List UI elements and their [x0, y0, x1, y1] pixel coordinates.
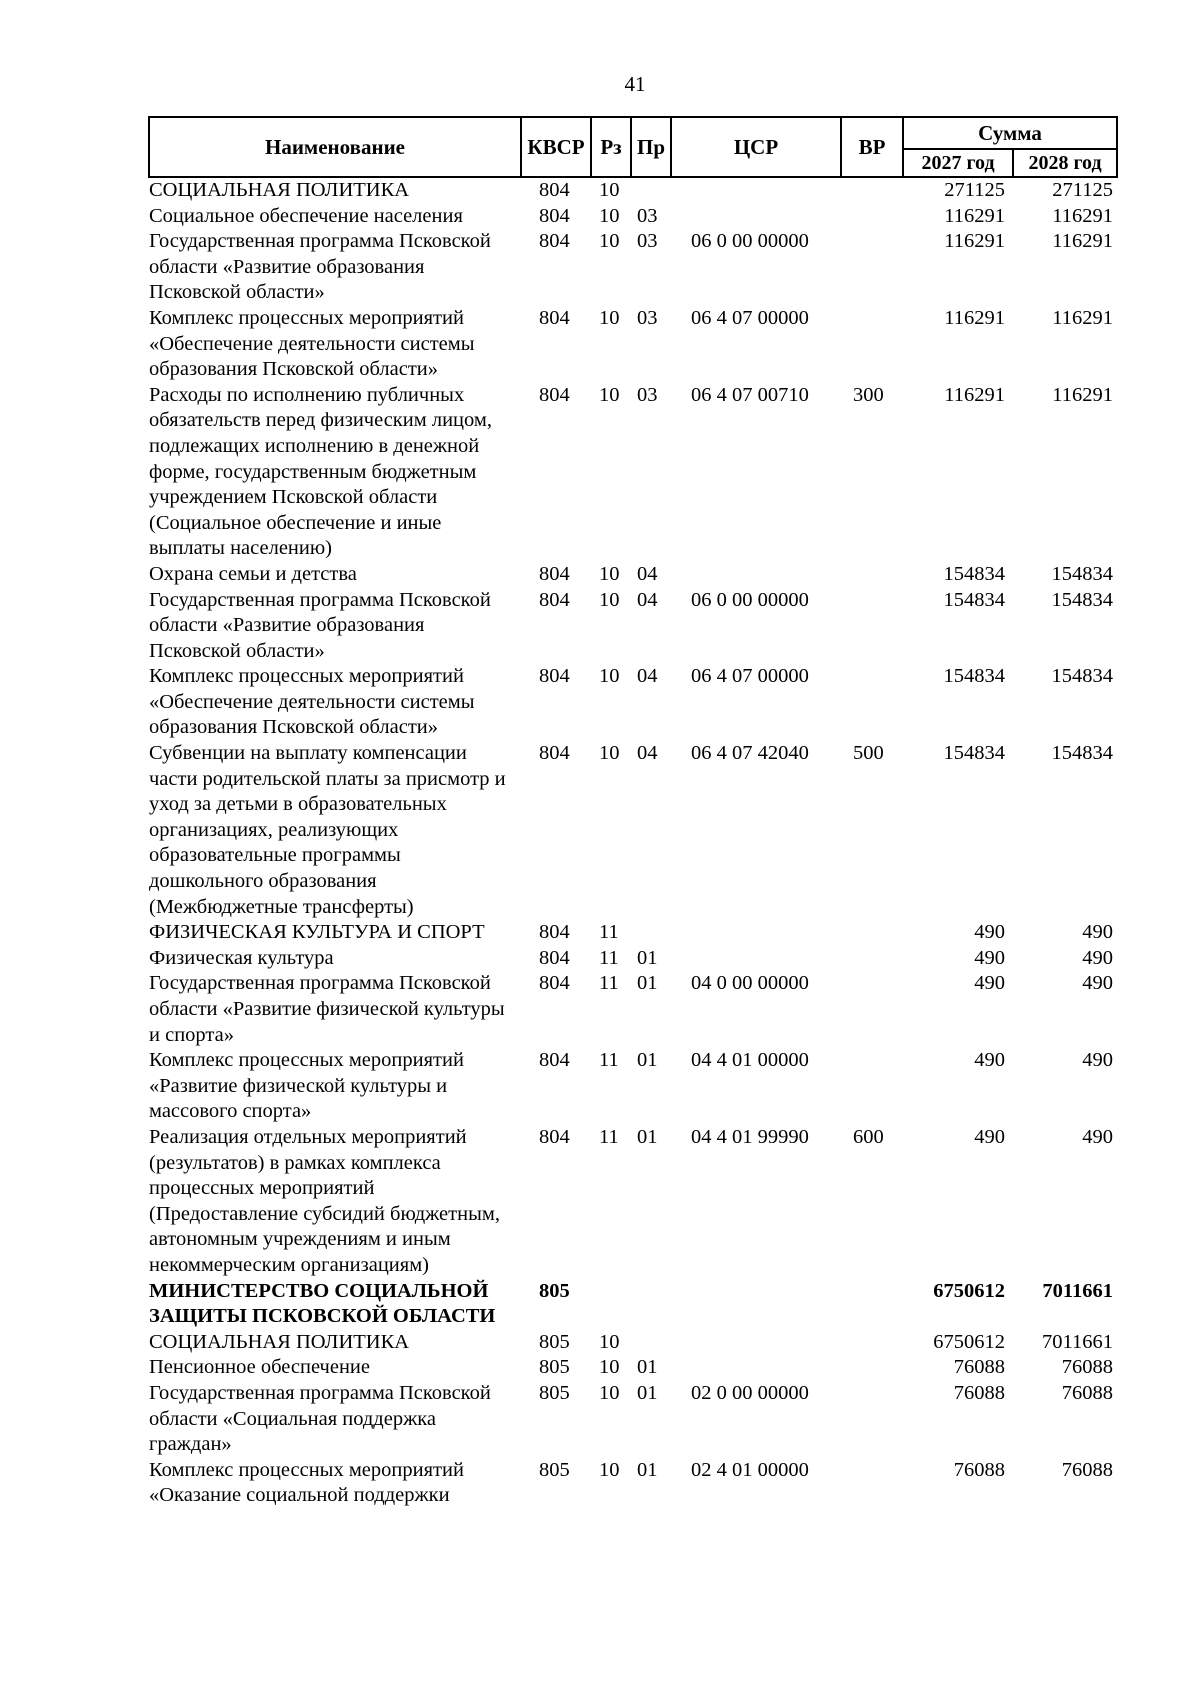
table-row — [149, 971, 1117, 1048]
cell-pr: 04 — [637, 665, 658, 688]
cell-rz: 10 — [599, 179, 620, 201]
table-row — [149, 1279, 1117, 1330]
cell-sum-2027: 154834 — [943, 562, 1005, 585]
cell-rz: 10 — [599, 204, 620, 227]
table-row — [149, 741, 1117, 920]
cell-sum-2028: 76088 — [1061, 1458, 1113, 1481]
cell-name: ФИЗИЧЕСКАЯ КУЛЬТУРА И СПОРТ — [149, 921, 485, 944]
cell-sum-2028: 116291 — [1052, 204, 1113, 227]
cell-pr: 04 — [637, 742, 658, 765]
cell-rz: 10 — [599, 1330, 620, 1353]
table-row — [149, 229, 1117, 306]
cell-vr — [841, 920, 903, 946]
cell-sum-2028: 7011661 — [1042, 1330, 1113, 1353]
cell-name: Государственная программа Псковской области «Развитие образования Псковской области» — [149, 230, 491, 304]
cell-csr: 02 0 00 00000 — [691, 1381, 809, 1404]
cell-vr — [841, 204, 903, 230]
cell-name: Охрана семьи и детства — [149, 562, 357, 585]
cell-rz: 11 — [599, 1125, 619, 1148]
table-row — [149, 204, 1117, 230]
cell-sum-2028: 76088 — [1061, 1356, 1113, 1379]
cell-sum-2027: 116291 — [944, 230, 1005, 253]
table-row — [149, 1355, 1117, 1381]
page-number: 41 — [624, 72, 646, 96]
cell-vr — [841, 1330, 903, 1356]
header-pr: Пр — [631, 117, 671, 177]
cell-kvsr: 804 — [539, 562, 570, 585]
cell-pr: 01 — [637, 1458, 658, 1481]
cell-kvsr: 805 — [539, 1330, 570, 1353]
cell-vr — [841, 177, 903, 204]
cell-sum-2028: 154834 — [1051, 562, 1113, 585]
cell-name: Физическая культура — [149, 946, 334, 969]
cell-vr — [841, 1381, 903, 1458]
table-row — [149, 383, 1117, 562]
cell-sum-2028: 490 — [1082, 921, 1113, 944]
cell-csr: 06 4 07 00710 — [691, 383, 809, 406]
table-row — [149, 1330, 1117, 1356]
cell-pr: 01 — [637, 1356, 658, 1379]
table-row — [149, 1381, 1117, 1458]
cell-rz: 11 — [599, 946, 619, 969]
cell-csr: 06 4 07 42040 — [691, 742, 809, 765]
cell-rz: 10 — [599, 562, 620, 585]
cell-name: СОЦИАЛЬНАЯ ПОЛИТИКА — [149, 1330, 410, 1353]
cell-sum-2027: 154834 — [943, 588, 1005, 611]
cell-vr: 500 — [853, 742, 884, 765]
cell-vr — [841, 306, 903, 383]
cell-name: МИНИСТЕРСТВО СОЦИАЛЬНОЙ ЗАЩИТЫ ПСКОВСКОЙ ОБЛАСТИ — [149, 1279, 496, 1328]
cell-csr: 02 4 01 00000 — [691, 1458, 809, 1481]
cell-kvsr: 804 — [539, 972, 570, 995]
cell-name: Расходы по исполнению публичных обязательств перед физическим лицом, подлежащих исполнению в денежной форме, государственным бюджетным учреждением Псковской области (Социальное обеспечение и иные выплаты населению) — [149, 383, 492, 560]
cell-kvsr: 804 — [539, 921, 570, 944]
cell-kvsr: 805 — [539, 1458, 570, 1481]
cell-csr — [671, 204, 841, 230]
table-body — [149, 177, 1117, 1509]
cell-pr: 03 — [637, 306, 658, 329]
cell-csr — [671, 562, 841, 588]
cell-sum-2027: 116291 — [944, 306, 1005, 329]
cell-kvsr: 804 — [539, 179, 570, 201]
cell-sum-2028: 490 — [1082, 946, 1113, 969]
cell-vr — [841, 1048, 903, 1125]
cell-kvsr: 804 — [539, 230, 570, 253]
cell-rz: 10 — [599, 1356, 620, 1379]
cell-csr — [671, 1330, 841, 1356]
cell-sum-2027: 490 — [974, 1049, 1005, 1072]
cell-csr — [671, 177, 841, 204]
cell-sum-2028: 154834 — [1051, 588, 1113, 611]
header-rz: Рз — [591, 117, 631, 177]
cell-name: Комплекс процессных мероприятий «Развитие физической культуры и массового спорта» — [149, 1049, 464, 1123]
cell-sum-2028: 116291 — [1052, 230, 1113, 253]
cell-csr: 06 0 00 00000 — [691, 230, 809, 253]
cell-vr — [841, 588, 903, 665]
cell-csr — [671, 946, 841, 972]
cell-name: Субвенции на выплату компенсации части родительской платы за присмотр и уход за детьми в образовательных организациях, реализующих образовательные программы дошкольного образования (Межбюджетные трансферты) — [149, 742, 506, 918]
cell-vr — [841, 229, 903, 306]
cell-rz: 10 — [599, 588, 620, 611]
cell-name: Государственная программа Псковской области «Развитие физической культуры и спорта» — [149, 972, 505, 1046]
cell-csr: 04 4 01 00000 — [691, 1049, 809, 1072]
cell-kvsr: 804 — [539, 742, 570, 765]
cell-kvsr: 805 — [539, 1356, 570, 1379]
cell-vr: 300 — [853, 383, 884, 406]
cell-kvsr: 804 — [539, 1125, 570, 1148]
cell-rz — [591, 1279, 631, 1330]
cell-kvsr: 804 — [539, 204, 570, 227]
cell-rz: 11 — [599, 921, 619, 944]
cell-vr — [841, 1355, 903, 1381]
cell-sum-2028: 7011661 — [1042, 1279, 1113, 1302]
cell-sum-2027: 116291 — [944, 383, 1005, 406]
cell-kvsr: 804 — [539, 665, 570, 688]
cell-name: Государственная программа Псковской области «Социальная поддержка граждан» — [149, 1381, 491, 1456]
cell-pr — [631, 1279, 671, 1330]
cell-kvsr: 804 — [539, 306, 570, 329]
cell-sum-2027: 490 — [974, 1125, 1005, 1148]
cell-pr: 03 — [637, 230, 658, 253]
cell-csr: 06 4 07 00000 — [691, 665, 809, 688]
cell-sum-2028: 490 — [1082, 972, 1113, 995]
header-sum: Сумма — [903, 117, 1117, 149]
cell-name: Реализация отдельных мероприятий (результатов) в рамках комплекса процессных мероприятий (Предоставление субсидий бюджетным, автономным учреждениям и иным некоммерческим организациям) — [149, 1125, 500, 1276]
cell-name: Социальное обеспечение населения — [149, 204, 463, 227]
cell-sum-2027: 490 — [974, 972, 1005, 995]
table-row — [149, 306, 1117, 383]
header-year-2028: 2028 год — [1013, 149, 1117, 177]
cell-pr: 01 — [637, 1381, 658, 1404]
cell-sum-2027: 6750612 — [933, 1279, 1005, 1302]
cell-rz: 10 — [599, 1458, 620, 1481]
cell-pr: 03 — [637, 204, 658, 227]
cell-sum-2028: 490 — [1082, 1049, 1113, 1072]
cell-vr — [841, 562, 903, 588]
table-row — [149, 920, 1117, 946]
cell-sum-2027: 490 — [974, 946, 1005, 969]
header-year-2027: 2027 год — [903, 149, 1013, 177]
cell-name: Государственная программа Псковской области «Развитие образования Псковской области» — [149, 588, 491, 662]
cell-sum-2027: 76088 — [953, 1356, 1005, 1379]
table-row — [149, 946, 1117, 972]
cell-vr: 600 — [853, 1125, 884, 1148]
cell-csr: 04 4 01 99990 — [691, 1125, 809, 1148]
header-vr: ВР — [841, 117, 903, 177]
cell-vr — [841, 946, 903, 972]
cell-pr: 01 — [637, 946, 658, 969]
cell-sum-2028: 116291 — [1052, 306, 1113, 329]
cell-name: Комплекс процессных мероприятий «Обеспечение деятельности системы образования Псковской области» — [149, 665, 475, 739]
cell-sum-2027: 154834 — [943, 742, 1005, 765]
table-row — [149, 588, 1117, 665]
table-row — [149, 1048, 1117, 1125]
cell-rz: 11 — [599, 1049, 619, 1072]
cell-csr: 04 0 00 00000 — [691, 972, 809, 995]
header-kvsr: КВСР — [521, 117, 591, 177]
cell-sum-2028: 116291 — [1052, 383, 1113, 406]
cell-sum-2028: 76088 — [1061, 1381, 1113, 1404]
cell-sum-2027: 116291 — [944, 204, 1005, 227]
cell-csr: 06 0 00 00000 — [691, 588, 809, 611]
cell-rz: 10 — [599, 306, 620, 329]
cell-pr: 04 — [637, 562, 658, 585]
cell-csr — [671, 1355, 841, 1381]
cell-name: Пенсионное обеспечение — [149, 1356, 370, 1379]
cell-rz: 10 — [599, 230, 620, 253]
header-csr: ЦСР — [671, 117, 841, 177]
cell-vr — [841, 664, 903, 741]
cell-rz: 10 — [599, 383, 620, 406]
cell-kvsr: 805 — [539, 1279, 570, 1302]
table-row — [149, 177, 1117, 204]
cell-csr: 06 4 07 00000 — [691, 306, 809, 329]
cell-name: Комплекс процессных мероприятий «Обеспечение деятельности системы образования Псковской области» — [149, 306, 475, 381]
cell-rz: 10 — [599, 665, 620, 688]
table-header — [149, 117, 1117, 177]
cell-pr: 01 — [637, 1049, 658, 1072]
cell-csr — [671, 920, 841, 946]
cell-sum-2027: 271125 — [944, 179, 1005, 201]
cell-name: Комплекс процессных мероприятий «Оказание социальной поддержки — [149, 1458, 464, 1507]
cell-csr — [671, 1279, 841, 1330]
cell-sum-2028: 154834 — [1051, 665, 1113, 688]
table-row — [149, 1125, 1117, 1279]
cell-sum-2027: 490 — [974, 921, 1005, 944]
cell-sum-2028: 490 — [1082, 1125, 1113, 1148]
cell-vr — [841, 971, 903, 1048]
cell-pr: 03 — [637, 383, 658, 406]
cell-sum-2028: 154834 — [1051, 742, 1113, 765]
cell-rz: 11 — [599, 972, 619, 995]
cell-pr: 01 — [637, 1125, 658, 1148]
cell-kvsr: 804 — [539, 946, 570, 969]
cell-sum-2028: 271125 — [1052, 179, 1113, 201]
cell-kvsr: 804 — [539, 1049, 570, 1072]
cell-rz: 10 — [599, 1381, 620, 1404]
budget-table — [148, 116, 1118, 1509]
cell-kvsr: 804 — [539, 383, 570, 406]
cell-rz: 10 — [599, 742, 620, 765]
cell-pr — [631, 1330, 671, 1356]
cell-pr — [631, 920, 671, 946]
cell-kvsr: 805 — [539, 1381, 570, 1404]
table-row — [149, 664, 1117, 741]
cell-sum-2027: 154834 — [943, 665, 1005, 688]
table-row — [149, 562, 1117, 588]
cell-sum-2027: 76088 — [953, 1458, 1005, 1481]
cell-kvsr: 804 — [539, 588, 570, 611]
cell-vr — [841, 1458, 903, 1509]
cell-name: СОЦИАЛЬНАЯ ПОЛИТИКА — [149, 179, 410, 201]
cell-pr: 04 — [637, 588, 658, 611]
cell-pr — [631, 177, 671, 204]
cell-pr: 01 — [637, 972, 658, 995]
cell-sum-2027: 6750612 — [933, 1330, 1005, 1353]
header-name: Наименование — [149, 117, 521, 177]
cell-vr — [841, 1279, 903, 1330]
table-row — [149, 1458, 1117, 1509]
cell-sum-2027: 76088 — [953, 1381, 1005, 1404]
